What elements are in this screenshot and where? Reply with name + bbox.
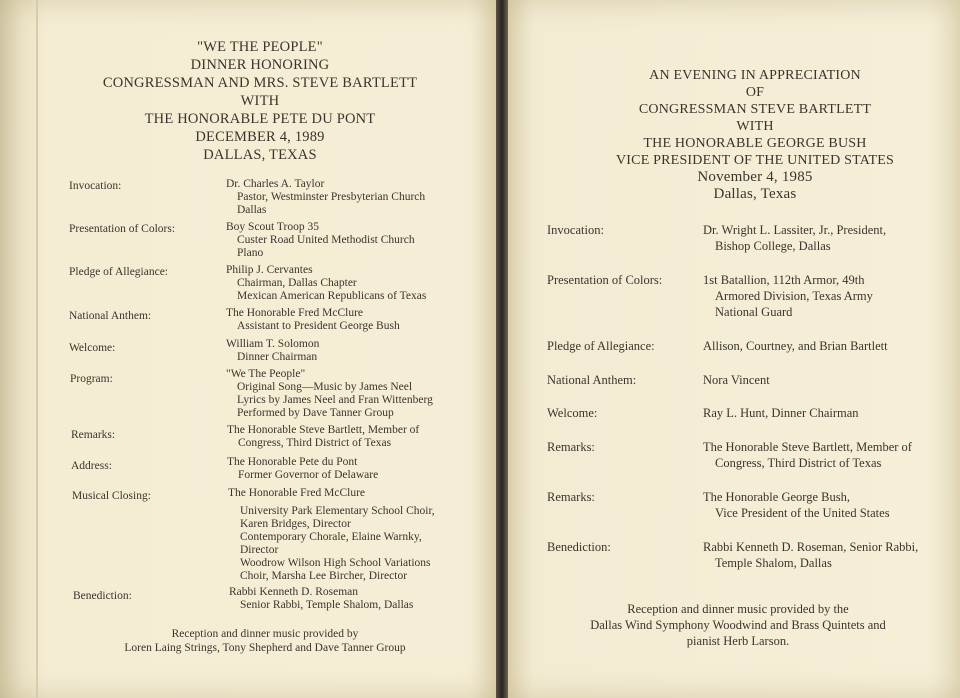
program-value: Boy Scout Troop 35 Custer Road United Methodist Church Plano <box>226 221 415 259</box>
program-value: William T. Solomon Dinner Chairman <box>226 338 320 363</box>
program-value: The Honorable George Bush, Vice President of the United States <box>703 490 890 520</box>
program-label: Invocation: <box>547 223 604 237</box>
right-reception-note: Reception and dinner music provided by the Dallas Wind Symphony Woodwind and Brass Quintets and pianist Herb Larson. <box>590 602 886 648</box>
page-edge-shadow <box>36 0 38 698</box>
program-label: Program: <box>70 373 113 385</box>
program-label: Welcome: <box>69 342 116 354</box>
right-title-line: AN EVENING IN APPRECIATION <box>649 68 861 83</box>
program-label: Welcome: <box>547 406 598 420</box>
program-label: Invocation: <box>69 180 122 192</box>
program-value: The Honorable Steve Bartlett, Member of Congress, Third District of Texas <box>703 440 912 470</box>
right-title-block <box>550 67 960 203</box>
program-value: Rabbi Kenneth D. Roseman Senior Rabbi, Temple Shalom, Dallas <box>229 586 414 611</box>
program-label: Musical Closing: <box>72 490 151 502</box>
program-value: The Honorable Pete du Pont Former Governor of Delaware <box>227 456 379 481</box>
right-title-line: OF <box>745 85 765 100</box>
book-gutter <box>496 0 508 698</box>
program-value: Philip J. Cervantes Chairman, Dallas Chapter Mexican American Republicans of Texas <box>226 264 427 302</box>
program-value: The Honorable Fred McClure Assistant to President George Bush <box>226 307 400 332</box>
left-title-line: DECEMBER 4, 1989 <box>195 129 325 145</box>
left-title-block <box>60 38 460 164</box>
program-label: Benediction: <box>547 540 611 554</box>
right-title-line: THE HONORABLE GEORGE BUSH <box>643 136 867 151</box>
program-value: Rabbi Kenneth D. Roseman, Senior Rabbi, Temple Shalom, Dallas <box>703 540 919 570</box>
right-program-page <box>508 0 960 698</box>
right-title-line: VICE PRESIDENT OF THE UNITED STATES <box>616 153 894 168</box>
left-title-line: "WE THE PEOPLE" <box>197 39 323 55</box>
program-value: 1st Batallion, 112th Armor, 49th Armored Division, Texas Army National Guard <box>703 273 873 319</box>
program-label: National Anthem: <box>69 310 152 322</box>
right-title-line: CONGRESSMAN STEVE BARTLETT <box>638 102 872 117</box>
left-title-line: CONGRESSMAN AND MRS. STEVE BARTLETT <box>102 75 418 91</box>
program-value: "We The People" Original Song—Music by James Neel Lyrics by James Neel and Fran Wittenberg Performed by Dave Tanner Group <box>226 368 433 419</box>
program-label: Remarks: <box>547 490 595 504</box>
program-value: The Honorable Steve Bartlett, Member of Congress, Third District of Texas <box>227 424 420 449</box>
left-title-line: THE HONORABLE PETE DU PONT <box>144 111 376 127</box>
left-title-line: DALLAS, TEXAS <box>203 147 317 163</box>
program-value: The Honorable Fred McClure <box>228 487 366 499</box>
right-title-line: WITH <box>736 119 774 134</box>
program-label: Pledge of Allegiance: <box>69 266 168 278</box>
left-reception-note: Reception and dinner music provided by Loren Laing Strings, Tony Shepherd and Dave Tanner Group <box>124 628 406 654</box>
program-label: Presentation of Colors: <box>547 273 663 287</box>
right-title-line: Dallas, Texas <box>713 186 797 202</box>
program-value: Allison, Courtney, and Brian Bartlett <box>703 339 888 353</box>
left-title-line: WITH <box>240 93 280 109</box>
left-title-line: DINNER HONORING <box>190 57 330 73</box>
right-title-line: November 4, 1985 <box>697 169 813 185</box>
program-label: Remarks: <box>71 429 116 441</box>
program-value: Nora Vincent <box>703 373 770 387</box>
program-value: Dr. Wright L. Lassiter, Jr., President, Bishop College, Dallas <box>703 223 887 253</box>
program-label: National Anthem: <box>547 373 637 387</box>
program-label: Pledge of Allegiance: <box>547 339 655 353</box>
program-value: Dr. Charles A. Taylor Pastor, Westminster Presbyterian Church Dallas <box>226 178 426 216</box>
program-label: Address: <box>71 460 112 472</box>
program-value: Ray L. Hunt, Dinner Chairman <box>703 406 859 420</box>
program-value: University Park Elementary School Choir, Karen Bridges, Director Contemporary Chorale, Elaine Warnky, Director Woodrow Wilson High School Variations Choir, Marsha Lee Bircher, Director <box>240 505 435 582</box>
program-label: Presentation of Colors: <box>69 223 176 235</box>
program-label: Remarks: <box>547 440 595 454</box>
program-label: Benediction: <box>73 590 132 602</box>
